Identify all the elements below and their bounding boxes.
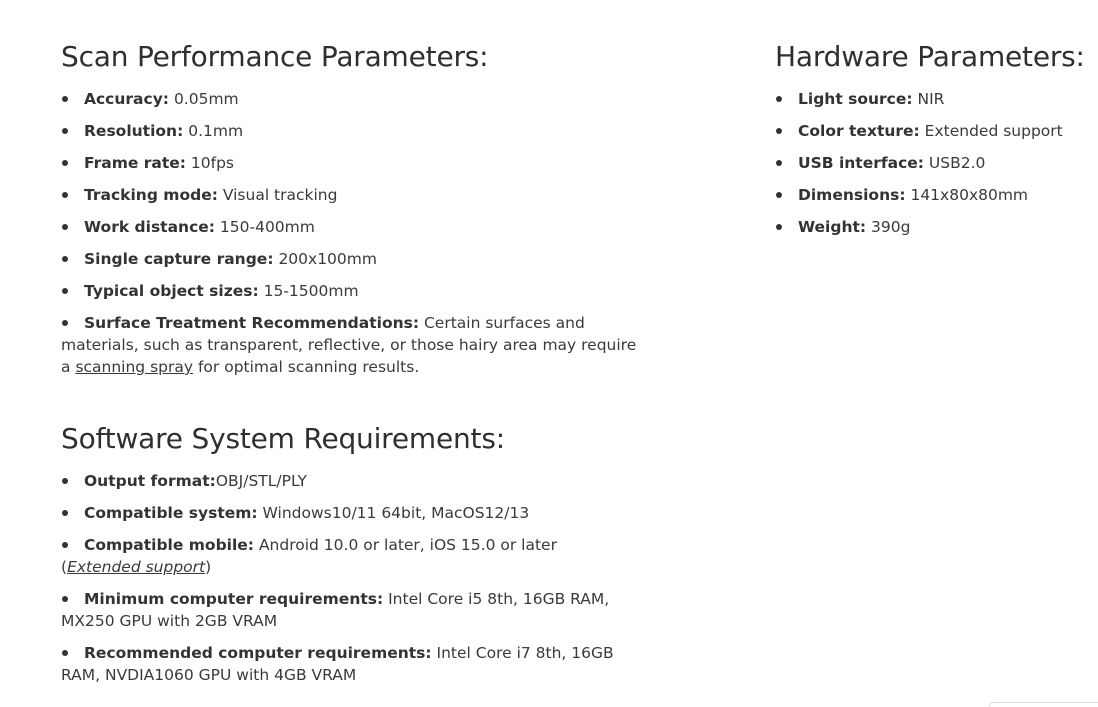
spec-label: Compatible system: [84,504,258,522]
spec-value: 141x80x80mm [905,186,1029,204]
spec-label: Accuracy: [84,90,170,108]
scan-performance-title: Scan Performance Parameters: [61,40,489,73]
extended-support-link[interactable]: Extended support [67,558,206,576]
spec-label: Work distance: [84,218,215,236]
spec-recommended-requirements [61,642,641,686]
spec-compatible-mobile [61,534,641,578]
spec-value: Visual tracking [217,186,338,204]
software-requirements-list [61,470,641,686]
spec-value: 200x100mm [273,250,377,268]
spec-resolution [61,120,641,142]
bullet-icon [61,588,84,610]
spec-value: 0.05mm [169,90,239,108]
spec-value: 0.1mm [183,122,244,140]
spec-label: Compatible mobile: [84,536,255,554]
hardware-parameters-list [775,88,1095,238]
bullet-icon [61,534,84,556]
bullet-icon [61,88,84,110]
spec-dimensions [775,184,1095,206]
spec-label: USB interface: [798,154,924,172]
spec-value: Certain surfaces and materials, such as transparent, reflective, or those hairy area may require a [61,314,637,376]
spec-value: 150-400mm [214,218,315,236]
spec-tracking-mode [61,184,641,206]
spec-label: Dimensions: [798,186,906,204]
bullet-icon [775,88,798,110]
spec-surface-treatment [61,312,641,378]
scan-performance-list [61,88,641,378]
spec-value: USB2.0 [923,154,986,172]
spec-value: 15-1500mm [258,282,359,300]
spec-typical-object-sizes [61,280,641,302]
left-column [61,38,641,696]
bullet-icon [775,184,798,206]
spec-value: 390g [866,218,911,236]
spec-output-format [61,470,641,492]
spec-label: Light source: [798,90,913,108]
bullet-icon [61,280,84,302]
spec-label: Surface Treatment Recommendations: [84,314,420,332]
spec-value: NIR [912,90,945,108]
bullet-icon [61,470,84,492]
bullet-icon [61,248,84,270]
spec-label: Resolution: [84,122,184,140]
spec-minimum-requirements [61,588,641,632]
bullet-icon [61,152,84,174]
spec-accuracy [61,88,641,110]
spec-label: Weight: [798,218,867,236]
spec-usb-interface [775,152,1095,174]
bullet-icon [775,152,798,174]
spec-value-after: for optimal scanning results. [193,358,420,376]
spec-value: Android 10.0 or later, iOS 15.0 or later ( [61,536,557,576]
spec-label: Frame rate: [84,154,186,172]
spec-weight [775,216,1095,238]
spec-value: Intel Core i5 8th, 16GB RAM, MX250 GPU with 2GB VRAM [61,590,610,630]
spec-value: OBJ/STL/PLY [215,472,307,490]
section-spacer [61,388,641,420]
spec-label: Color texture: [798,122,920,140]
spec-compatible-system [61,502,641,524]
spec-label: Typical object sizes: [84,282,259,300]
bullet-icon [61,184,84,206]
bullet-icon [61,312,84,334]
bullet-icon [775,216,798,238]
spec-frame-rate [61,152,641,174]
right-column [775,38,1095,248]
bullet-icon [61,216,84,238]
spec-label: Single capture range: [84,250,274,268]
spec-value: 10fps [185,154,235,172]
spec-label: Tracking mode: [84,186,218,204]
bullet-icon [775,120,798,142]
scanning-spray-link[interactable]: scanning spray [75,358,194,376]
hardware-parameters-title: Hardware Parameters: [775,40,1085,73]
spec-value-after: ) [205,558,212,576]
spec-light-source [775,88,1095,110]
bullet-icon [61,502,84,524]
spec-value: Extended support [919,122,1063,140]
bullet-icon [61,120,84,142]
spec-color-texture [775,120,1095,142]
spec-label: Output format: [84,472,216,490]
spec-value: Intel Core i7 8th, 16GB RAM, NVDIA1060 GPU with 4GB VRAM [61,644,614,684]
software-requirements-title: Software System Requirements: [61,422,505,455]
spec-value: Windows10/11 64bit, MacOS12/13 [257,504,530,522]
corner-widget[interactable] [989,702,1098,707]
spec-label: Recommended computer requirements: [84,644,432,662]
bullet-icon [61,642,84,664]
spec-label: Minimum computer requirements: [84,590,384,608]
spec-single-capture-range [61,248,641,270]
spec-work-distance [61,216,641,238]
